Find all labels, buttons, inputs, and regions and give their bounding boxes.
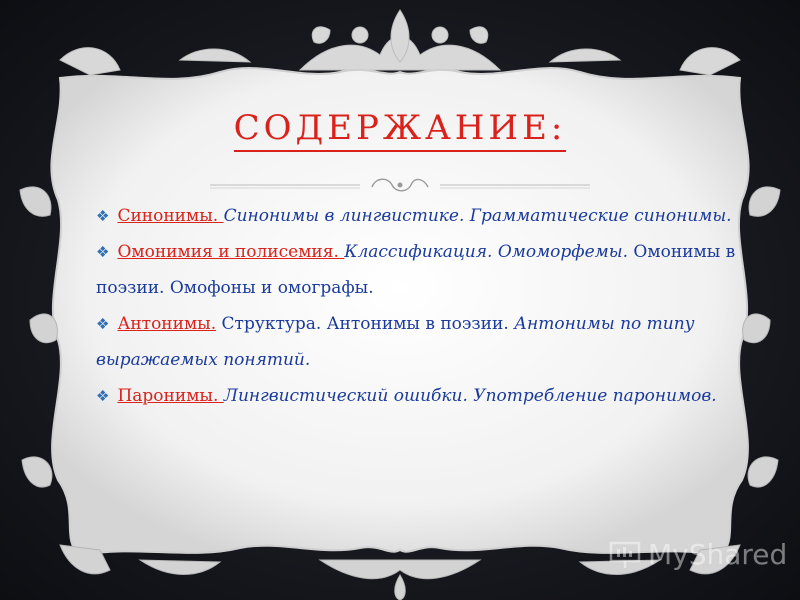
- presentation-board-icon: [608, 537, 642, 571]
- diamond-bullet-icon: ❖: [96, 387, 110, 405]
- watermark: [608, 534, 787, 574]
- title-divider: [210, 175, 590, 195]
- topic-description: Омонимы в поэзии. Омофоны и омографы.: [96, 242, 736, 298]
- diamond-bullet-icon: ❖: [96, 243, 110, 261]
- list-item: [96, 306, 736, 378]
- topic-description: Классификация. Омоморфемы.: [344, 242, 634, 262]
- topic-link[interactable]: Синонимы.: [117, 206, 224, 226]
- topic-link[interactable]: Антонимы.: [117, 314, 217, 334]
- list-item: [96, 234, 736, 306]
- topic-link[interactable]: Омонимия и полисемия.: [117, 242, 345, 262]
- topic-description: Антонимы по типу выражаемых понятий.: [96, 314, 695, 370]
- contents-list: [96, 198, 736, 414]
- topic-description: Лингвистический ошибки. Употребление паронимов.: [223, 386, 717, 406]
- topic-description: Синонимы в лингвистике. Грамматические синонимы.: [223, 206, 732, 226]
- watermark-text: MyShared: [648, 537, 788, 571]
- diamond-bullet-icon: ❖: [96, 207, 110, 225]
- slide-title: [0, 108, 800, 148]
- topic-link[interactable]: Паронимы.: [117, 386, 224, 406]
- list-item: [96, 378, 736, 414]
- topic-description: Структура. Антонимы в поэзии.: [216, 314, 509, 334]
- slide-title-text: СОДЕРЖАНИЕ:: [234, 108, 567, 152]
- diamond-bullet-icon: ❖: [96, 315, 110, 333]
- list-item: [96, 198, 736, 234]
